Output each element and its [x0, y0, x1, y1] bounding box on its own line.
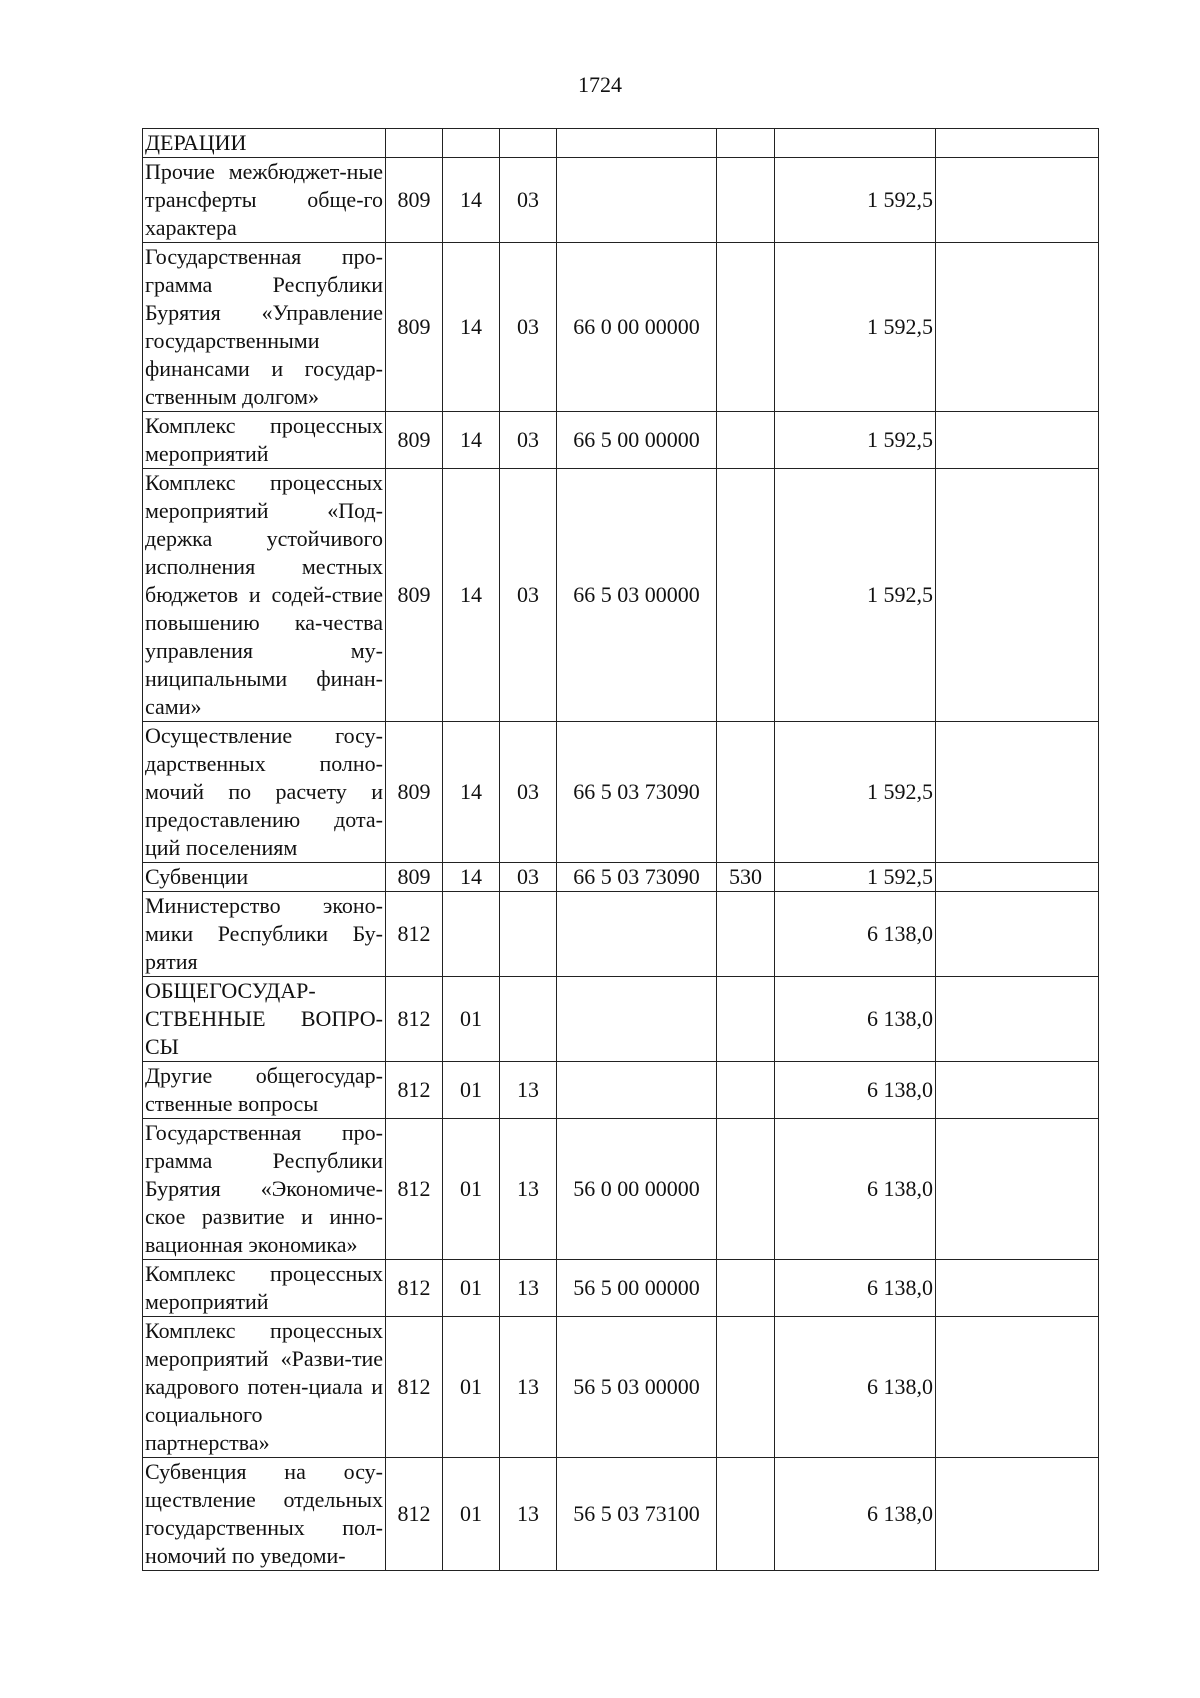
cell-name: ДЕРАЦИИ	[143, 129, 386, 158]
cell-rz	[443, 129, 500, 158]
cell-pr: 13	[500, 1458, 557, 1571]
table-body	[143, 129, 1099, 1571]
cell-rz: 01	[443, 1317, 500, 1458]
cell-pr: 03	[500, 863, 557, 892]
cell-vr	[717, 1062, 775, 1119]
cell-grbs: 809	[386, 158, 443, 243]
table-row	[143, 1317, 1099, 1458]
cell-csr	[557, 892, 717, 977]
cell-rz: 01	[443, 1119, 500, 1260]
cell-vr	[717, 129, 775, 158]
cell-name: Субвенция на осу-ществление отдельных государственных пол-номочий по уведоми-	[143, 1458, 386, 1571]
cell-sum: 6 138,0	[775, 1062, 936, 1119]
cell-sum: 1 592,5	[775, 469, 936, 722]
cell-grbs	[386, 129, 443, 158]
cell-rz: 14	[443, 158, 500, 243]
cell-rz: 14	[443, 863, 500, 892]
cell-pr: 13	[500, 1260, 557, 1317]
cell-sum	[775, 129, 936, 158]
cell-name: Государственная про-грамма Республики Бурятия «Управление государственными финансами и государ-ственным долгом»	[143, 243, 386, 412]
cell-csr	[557, 977, 717, 1062]
cell-pr: 13	[500, 1119, 557, 1260]
cell-vr	[717, 469, 775, 722]
cell-csr	[557, 158, 717, 243]
cell-sum: 6 138,0	[775, 1458, 936, 1571]
cell-name: Другие общегосудар-ственные вопросы	[143, 1062, 386, 1119]
cell-vr	[717, 722, 775, 863]
cell-vr	[717, 1260, 775, 1317]
cell-sum: 6 138,0	[775, 1119, 936, 1260]
cell-csr: 66 5 00 00000	[557, 412, 717, 469]
table-row	[143, 722, 1099, 863]
cell-vr	[717, 412, 775, 469]
cell-extra	[936, 1458, 1099, 1571]
cell-sum: 1 592,5	[775, 412, 936, 469]
cell-pr: 03	[500, 243, 557, 412]
cell-csr: 66 5 03 00000	[557, 469, 717, 722]
cell-grbs: 809	[386, 722, 443, 863]
table-row	[143, 469, 1099, 722]
cell-csr: 56 5 03 73100	[557, 1458, 717, 1571]
cell-vr: 530	[717, 863, 775, 892]
cell-name: Комплекс процессных мероприятий	[143, 1260, 386, 1317]
cell-rz: 01	[443, 977, 500, 1062]
table-row	[143, 1062, 1099, 1119]
cell-pr	[500, 977, 557, 1062]
cell-vr	[717, 158, 775, 243]
cell-name: Комплекс процессных мероприятий «Разви-тие кадрового потен-циала и социального партнерства»	[143, 1317, 386, 1458]
cell-csr	[557, 129, 717, 158]
cell-extra	[936, 1317, 1099, 1458]
cell-grbs: 809	[386, 243, 443, 412]
cell-csr: 56 5 03 00000	[557, 1317, 717, 1458]
cell-extra	[936, 892, 1099, 977]
cell-grbs: 812	[386, 977, 443, 1062]
cell-pr	[500, 129, 557, 158]
table-row	[143, 1119, 1099, 1260]
cell-extra	[936, 243, 1099, 412]
cell-grbs: 809	[386, 469, 443, 722]
cell-grbs: 812	[386, 1062, 443, 1119]
cell-sum: 6 138,0	[775, 977, 936, 1062]
table-row	[143, 412, 1099, 469]
cell-rz: 01	[443, 1260, 500, 1317]
cell-pr: 13	[500, 1317, 557, 1458]
cell-grbs: 812	[386, 1317, 443, 1458]
cell-rz: 14	[443, 469, 500, 722]
cell-grbs: 812	[386, 1119, 443, 1260]
table-row	[143, 1458, 1099, 1571]
cell-pr: 03	[500, 722, 557, 863]
cell-vr	[717, 977, 775, 1062]
cell-extra	[936, 129, 1099, 158]
page-number: 1724	[578, 72, 622, 97]
cell-name: Комплекс процессных мероприятий «Под-держка устойчивого исполнения местных бюджетов и содей-ствие повышению ка-чества управления му-ниципальными финан-сами»	[143, 469, 386, 722]
cell-sum: 6 138,0	[775, 1317, 936, 1458]
budget-table	[142, 128, 1099, 1571]
cell-grbs: 812	[386, 1260, 443, 1317]
cell-grbs: 812	[386, 1458, 443, 1571]
cell-rz: 14	[443, 722, 500, 863]
cell-name: Комплекс процессных мероприятий	[143, 412, 386, 469]
table-row	[143, 863, 1099, 892]
cell-pr: 13	[500, 1062, 557, 1119]
cell-rz: 01	[443, 1062, 500, 1119]
cell-name: ОБЩЕГОСУДАР-СТВЕННЫЕ ВОПРО-СЫ	[143, 977, 386, 1062]
table-row	[143, 1260, 1099, 1317]
cell-csr: 56 5 00 00000	[557, 1260, 717, 1317]
cell-csr	[557, 1062, 717, 1119]
table-row	[143, 892, 1099, 977]
cell-extra	[936, 1260, 1099, 1317]
cell-vr	[717, 892, 775, 977]
cell-sum: 6 138,0	[775, 892, 936, 977]
cell-sum: 1 592,5	[775, 158, 936, 243]
cell-extra	[936, 158, 1099, 243]
cell-sum: 6 138,0	[775, 1260, 936, 1317]
cell-vr	[717, 1119, 775, 1260]
cell-extra	[936, 722, 1099, 863]
cell-sum: 1 592,5	[775, 243, 936, 412]
table-row	[143, 977, 1099, 1062]
cell-rz: 01	[443, 1458, 500, 1571]
cell-rz: 14	[443, 412, 500, 469]
cell-extra	[936, 412, 1099, 469]
cell-csr: 56 0 00 00000	[557, 1119, 717, 1260]
cell-extra	[936, 469, 1099, 722]
cell-grbs: 812	[386, 892, 443, 977]
cell-pr: 03	[500, 412, 557, 469]
table-row	[143, 129, 1099, 158]
cell-sum: 1 592,5	[775, 863, 936, 892]
cell-rz	[443, 892, 500, 977]
cell-pr: 03	[500, 469, 557, 722]
cell-name: Осуществление госу-дарственных полно-мочий по расчету и предоставлению дота-ций поселениям	[143, 722, 386, 863]
cell-sum: 1 592,5	[775, 722, 936, 863]
cell-extra	[936, 1062, 1099, 1119]
cell-rz: 14	[443, 243, 500, 412]
cell-vr	[717, 1458, 775, 1571]
cell-name: Государственная про-грамма Республики Бурятия «Экономиче-ское развитие и инно-вационная экономика»	[143, 1119, 386, 1260]
cell-vr	[717, 1317, 775, 1458]
cell-vr	[717, 243, 775, 412]
cell-extra	[936, 1119, 1099, 1260]
cell-csr: 66 5 03 73090	[557, 722, 717, 863]
cell-pr: 03	[500, 158, 557, 243]
cell-extra	[936, 863, 1099, 892]
table-row	[143, 243, 1099, 412]
cell-extra	[936, 977, 1099, 1062]
cell-name: Министерство эконо-мики Республики Бу-рятия	[143, 892, 386, 977]
cell-pr	[500, 892, 557, 977]
cell-grbs: 809	[386, 412, 443, 469]
cell-name: Прочие межбюджет-ные трансферты обще-го характера	[143, 158, 386, 243]
cell-name: Субвенции	[143, 863, 386, 892]
cell-grbs: 809	[386, 863, 443, 892]
table-row	[143, 158, 1099, 243]
cell-csr: 66 0 00 00000	[557, 243, 717, 412]
cell-csr: 66 5 03 73090	[557, 863, 717, 892]
